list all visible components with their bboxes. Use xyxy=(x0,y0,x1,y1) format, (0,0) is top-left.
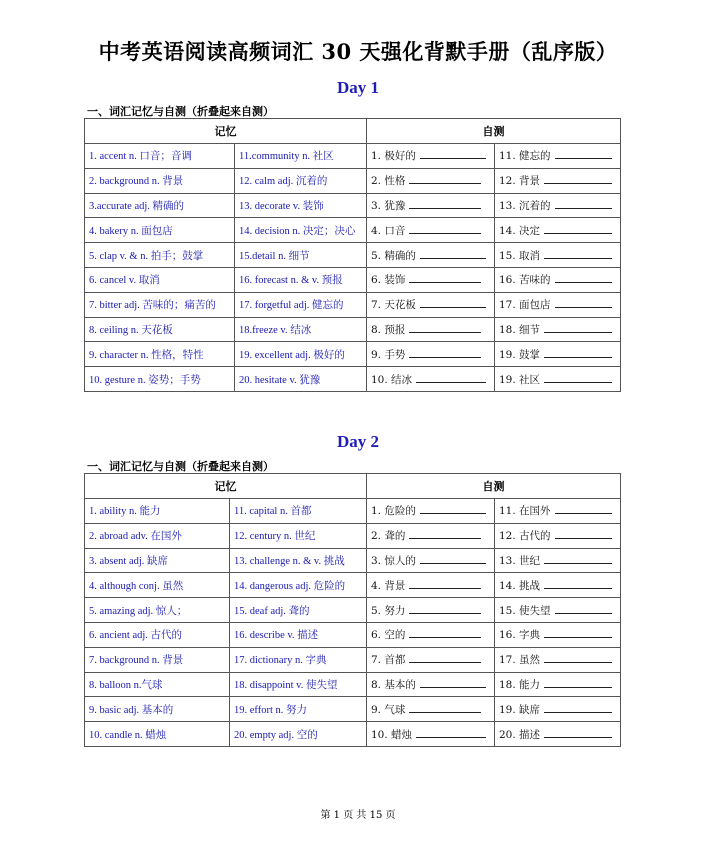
self-test-cell xyxy=(495,342,621,367)
memory-cell-text: 17. forgetful adj. 健忘的 xyxy=(239,300,344,312)
self-test-cell-text: 5. 精确的 xyxy=(371,249,416,262)
self-test-cell xyxy=(367,193,495,218)
memory-cell-text: 8. ceiling n. 天花板 xyxy=(89,324,173,336)
memory-cell-text: 7. bitter adj. 苦味的；痛苦的 xyxy=(89,300,216,312)
answer-blank[interactable] xyxy=(409,652,481,663)
answer-blank[interactable] xyxy=(555,528,612,539)
memory-cell xyxy=(235,168,367,193)
memory-cell-text: 9. basic adj. 基本的 xyxy=(89,704,174,716)
table-row xyxy=(85,342,621,367)
self-test-cell-text: 4. 背景 xyxy=(371,579,406,592)
self-test-cell xyxy=(495,622,621,647)
memory-cell-text: 14. decision n. 决定；决心 xyxy=(239,225,356,237)
self-test-cell xyxy=(495,267,621,292)
self-test-cell-text: 19. 鼓掌 xyxy=(499,348,541,361)
table-row xyxy=(85,292,621,317)
self-test-cell-text: 3. 犹豫 xyxy=(371,199,406,212)
table-row xyxy=(85,218,621,243)
self-test-cell-text: 17. 虽然 xyxy=(499,654,541,667)
self-test-cell-text: 9. 气球 xyxy=(371,703,406,716)
self-test-cell-text: 2. 聋的 xyxy=(371,530,406,543)
memory-cell-text: 3. absent adj. 缺席 xyxy=(89,555,169,567)
self-test-cell xyxy=(495,573,621,598)
self-test-cell xyxy=(495,243,621,268)
memory-cell-text: 10. gesture n. 姿势；手势 xyxy=(89,374,201,386)
memory-cell-text: 20. hesitate v. 犹豫 xyxy=(239,374,321,386)
table-row xyxy=(85,598,621,623)
answer-blank[interactable] xyxy=(420,248,486,259)
answer-blank[interactable] xyxy=(420,503,486,514)
self-test-cell-text: 15. 取消 xyxy=(499,249,541,262)
table-header-row xyxy=(85,119,621,144)
self-test-cell-text: 13. 世纪 xyxy=(499,554,541,567)
self-test-column-header: 自测 xyxy=(367,474,621,499)
table-row xyxy=(85,647,621,672)
table-row xyxy=(85,367,621,392)
memory-cell-text: 6. ancient adj. 古代的 xyxy=(89,630,183,642)
memory-cell-text: 1. ability n. 能力 xyxy=(89,506,161,518)
memory-cell xyxy=(235,342,367,367)
answer-blank[interactable] xyxy=(409,528,481,539)
memory-cell-text: 9. character n. 性格，特性 xyxy=(89,349,204,361)
memory-cell xyxy=(230,722,367,747)
self-test-cell-text: 6. 空的 xyxy=(371,629,406,642)
memory-cell xyxy=(85,342,235,367)
self-test-cell-text: 12. 古代的 xyxy=(499,530,551,543)
self-test-cell xyxy=(367,647,495,672)
memory-column-header: 记忆 xyxy=(85,119,367,144)
memory-cell xyxy=(235,243,367,268)
memory-cell xyxy=(85,367,235,392)
self-test-cell-text: 16. 苦味的 xyxy=(499,274,551,287)
self-test-cell-text: 3. 惊人的 xyxy=(371,554,416,567)
self-test-cell xyxy=(367,243,495,268)
self-test-cell-text: 18. 能力 xyxy=(499,678,541,691)
self-test-cell-text: 6. 装饰 xyxy=(371,274,406,287)
memory-cell xyxy=(235,144,367,169)
memory-cell-text: 4. bakery n. 面包店 xyxy=(89,225,173,237)
memory-cell xyxy=(85,267,235,292)
memory-cell-text: 2. abroad adv. 在国外 xyxy=(89,531,182,543)
self-test-cell-text: 1. 极好的 xyxy=(371,150,416,163)
self-test-cell xyxy=(495,672,621,697)
answer-blank[interactable] xyxy=(544,223,612,234)
self-test-cell xyxy=(367,548,495,573)
memory-cell xyxy=(85,193,235,218)
answer-blank[interactable] xyxy=(409,198,481,209)
answer-blank[interactable] xyxy=(420,677,486,688)
answer-blank[interactable] xyxy=(544,173,612,184)
table-row xyxy=(85,144,621,169)
answer-blank[interactable] xyxy=(555,148,612,159)
page-title: 中考英语阅读高频词汇 30 天强化背默手册（乱序版） xyxy=(98,39,618,64)
self-test-cell xyxy=(495,193,621,218)
memory-cell xyxy=(230,598,367,623)
self-test-cell xyxy=(367,317,495,342)
page-footer: 第 1 页 共 15 页 xyxy=(320,810,396,821)
self-test-cell xyxy=(367,672,495,697)
memory-cell xyxy=(85,523,230,548)
answer-blank[interactable] xyxy=(555,297,612,308)
self-test-cell-text: 14. 决定 xyxy=(499,224,541,237)
memory-cell xyxy=(85,218,235,243)
answer-blank[interactable] xyxy=(409,223,481,234)
self-test-cell-text: 8. 预报 xyxy=(371,323,406,336)
memory-cell-text: 17. dictionary n. 字典 xyxy=(234,655,327,667)
self-test-cell xyxy=(367,622,495,647)
self-test-cell-text: 9. 手势 xyxy=(371,348,406,361)
self-test-cell xyxy=(495,499,621,524)
self-test-column-header: 自测 xyxy=(367,119,621,144)
memory-cell-text: 20. empty adj. 空的 xyxy=(234,729,318,741)
self-test-cell xyxy=(495,144,621,169)
answer-blank[interactable] xyxy=(409,347,481,358)
self-test-cell xyxy=(495,697,621,722)
memory-cell-text: 8. balloon n.气球 xyxy=(89,679,163,691)
self-test-cell-text: 1. 危险的 xyxy=(371,505,416,518)
memory-cell-text: 12. century n. 世纪 xyxy=(234,531,316,543)
answer-blank[interactable] xyxy=(555,603,612,614)
memory-cell xyxy=(85,647,230,672)
self-test-cell xyxy=(367,144,495,169)
memory-cell-text: 3.accurate adj. 精确的 xyxy=(89,200,185,212)
self-test-cell-text: 19. 社区 xyxy=(499,373,541,386)
table-row xyxy=(85,622,621,647)
memory-cell xyxy=(85,548,230,573)
table-row xyxy=(85,548,621,573)
table-row xyxy=(85,697,621,722)
self-test-cell xyxy=(495,548,621,573)
answer-blank[interactable] xyxy=(544,627,612,638)
memory-cell-text: 10. candle n. 蜡烛 xyxy=(89,729,167,741)
answer-blank[interactable] xyxy=(409,702,481,713)
memory-cell xyxy=(235,292,367,317)
answer-blank[interactable] xyxy=(409,603,481,614)
self-test-cell xyxy=(367,267,495,292)
self-test-cell-text: 10. 结冰 xyxy=(371,373,413,386)
answer-blank[interactable] xyxy=(420,297,486,308)
self-test-cell xyxy=(367,342,495,367)
self-test-cell xyxy=(367,168,495,193)
day-1-vocab-table xyxy=(84,118,621,392)
answer-blank[interactable] xyxy=(544,578,612,589)
memory-cell xyxy=(85,672,230,697)
table-row xyxy=(85,168,621,193)
memory-cell xyxy=(230,573,367,598)
answer-blank[interactable] xyxy=(420,148,486,159)
table-header-row xyxy=(85,474,621,499)
memory-cell-text: 11. capital n. 首都 xyxy=(234,506,312,518)
memory-cell-text: 5. amazing adj. 惊人； xyxy=(89,605,188,617)
answer-blank[interactable] xyxy=(544,652,612,663)
memory-cell-text: 7. background n. 背景 xyxy=(89,655,184,667)
self-test-cell-text: 7. 天花板 xyxy=(371,299,416,312)
memory-cell-text: 16. forecast n. & v. 预报 xyxy=(239,275,343,287)
self-test-cell xyxy=(367,573,495,598)
memory-cell-text: 19. effort n. 努力 xyxy=(234,704,308,716)
table-row xyxy=(85,243,621,268)
memory-cell xyxy=(85,168,235,193)
answer-blank[interactable] xyxy=(544,372,612,383)
memory-cell xyxy=(230,672,367,697)
answer-blank[interactable] xyxy=(409,578,481,589)
self-test-cell xyxy=(367,598,495,623)
self-test-cell xyxy=(367,367,495,392)
answer-blank[interactable] xyxy=(409,627,481,638)
memory-cell xyxy=(85,573,230,598)
table-row xyxy=(85,193,621,218)
memory-cell xyxy=(85,697,230,722)
self-test-cell-text: 14. 挑战 xyxy=(499,579,541,592)
self-test-cell-text: 10. 蜡烛 xyxy=(371,728,413,741)
self-test-cell xyxy=(495,523,621,548)
memory-cell-text: 4. although conj. 虽然 xyxy=(89,580,184,592)
memory-cell xyxy=(230,697,367,722)
day-1-heading: Day 1 xyxy=(336,78,380,97)
self-test-cell-text: 2. 性格 xyxy=(371,175,406,188)
answer-blank[interactable] xyxy=(420,553,486,564)
table-row xyxy=(85,317,621,342)
table-row xyxy=(85,573,621,598)
answer-blank[interactable] xyxy=(544,322,612,333)
self-test-cell xyxy=(495,722,621,747)
day-2-section-heading: 一、词汇记忆与自测（折叠起来自测） xyxy=(87,460,274,473)
memory-cell xyxy=(230,647,367,672)
memory-cell xyxy=(85,622,230,647)
self-test-cell-text: 12. 背景 xyxy=(499,175,541,188)
answer-blank[interactable] xyxy=(544,248,612,259)
answer-blank[interactable] xyxy=(544,347,612,358)
day-2-heading: Day 2 xyxy=(336,432,380,451)
self-test-cell-text: 7. 首都 xyxy=(371,654,406,667)
answer-blank[interactable] xyxy=(555,198,612,209)
memory-cell-text: 16. describe v. 描述 xyxy=(234,630,319,642)
memory-cell xyxy=(230,499,367,524)
self-test-cell xyxy=(495,647,621,672)
memory-cell-text: 6. cancel v. 取消 xyxy=(89,275,160,287)
answer-blank[interactable] xyxy=(555,503,612,514)
self-test-cell-text: 16. 字典 xyxy=(499,629,541,642)
table-row xyxy=(85,672,621,697)
self-test-cell-text: 8. 基本的 xyxy=(371,678,416,691)
table-row xyxy=(85,499,621,524)
self-test-cell xyxy=(495,367,621,392)
day-2-vocab-table xyxy=(84,473,621,747)
table-row xyxy=(85,722,621,747)
self-test-cell xyxy=(495,218,621,243)
memory-cell-text: 11.community n. 社区 xyxy=(239,151,334,163)
self-test-cell xyxy=(367,697,495,722)
answer-blank[interactable] xyxy=(409,173,481,184)
table-row xyxy=(85,267,621,292)
memory-cell xyxy=(230,523,367,548)
answer-blank[interactable] xyxy=(544,702,612,713)
memory-cell xyxy=(230,622,367,647)
memory-cell-text: 19. excellent adj. 极好的 xyxy=(239,349,345,361)
self-test-cell-text: 13. 沉着的 xyxy=(499,199,551,212)
self-test-cell xyxy=(367,722,495,747)
memory-cell xyxy=(230,548,367,573)
memory-column-header: 记忆 xyxy=(85,474,367,499)
self-test-cell xyxy=(495,168,621,193)
day-1-section-heading: 一、词汇记忆与自测（折叠起来自测） xyxy=(87,105,274,118)
memory-cell xyxy=(235,267,367,292)
table-row xyxy=(85,523,621,548)
memory-cell-text: 18.freeze v. 结冰 xyxy=(239,324,312,336)
answer-blank[interactable] xyxy=(416,372,486,383)
memory-cell xyxy=(85,499,230,524)
memory-cell-text: 15. deaf adj. 聋的 xyxy=(234,605,310,617)
answer-blank[interactable] xyxy=(544,553,612,564)
answer-blank[interactable] xyxy=(544,677,612,688)
memory-cell xyxy=(85,292,235,317)
memory-cell-text: 1. accent n. 口音；音调 xyxy=(89,151,192,163)
self-test-cell-text: 5. 努力 xyxy=(371,604,406,617)
self-test-cell-text: 18. 细节 xyxy=(499,323,541,336)
self-test-cell xyxy=(367,523,495,548)
answer-blank[interactable] xyxy=(409,322,481,333)
self-test-cell xyxy=(495,292,621,317)
memory-cell xyxy=(235,218,367,243)
self-test-cell-text: 11. 在国外 xyxy=(499,505,551,518)
self-test-cell-text: 4. 口音 xyxy=(371,224,406,237)
self-test-cell-text: 17. 面包店 xyxy=(499,299,551,312)
memory-cell-text: 2. background n. 背景 xyxy=(89,176,184,188)
memory-cell-text: 15.detail n. 细节 xyxy=(239,250,310,262)
self-test-cell-text: 19. 缺席 xyxy=(499,703,541,716)
self-test-cell xyxy=(367,499,495,524)
memory-cell xyxy=(235,317,367,342)
self-test-cell xyxy=(495,598,621,623)
self-test-cell-text: 20. 描述 xyxy=(499,728,541,741)
answer-blank[interactable] xyxy=(416,727,486,738)
memory-cell xyxy=(235,193,367,218)
memory-cell xyxy=(85,722,230,747)
self-test-cell xyxy=(495,317,621,342)
memory-cell xyxy=(85,144,235,169)
memory-cell-text: 12. calm adj. 沉着的 xyxy=(239,176,328,188)
answer-blank[interactable] xyxy=(409,272,481,283)
memory-cell xyxy=(85,317,235,342)
memory-cell xyxy=(235,367,367,392)
self-test-cell-text: 11. 健忘的 xyxy=(499,150,551,163)
memory-cell xyxy=(85,243,235,268)
memory-cell-text: 18. disappoint v. 使失望 xyxy=(234,679,338,691)
answer-blank[interactable] xyxy=(555,272,612,283)
answer-blank[interactable] xyxy=(544,727,612,738)
memory-cell xyxy=(85,598,230,623)
self-test-cell xyxy=(367,292,495,317)
self-test-cell xyxy=(367,218,495,243)
memory-cell-text: 5. clap v. & n. 拍手；鼓掌 xyxy=(89,250,204,262)
memory-cell-text: 14. dangerous adj. 危险的 xyxy=(234,580,346,592)
self-test-cell-text: 15. 使失望 xyxy=(499,604,551,617)
memory-cell-text: 13. challenge n. & v. 挑战 xyxy=(234,555,345,567)
memory-cell-text: 13. decorate v. 装饰 xyxy=(239,200,324,212)
